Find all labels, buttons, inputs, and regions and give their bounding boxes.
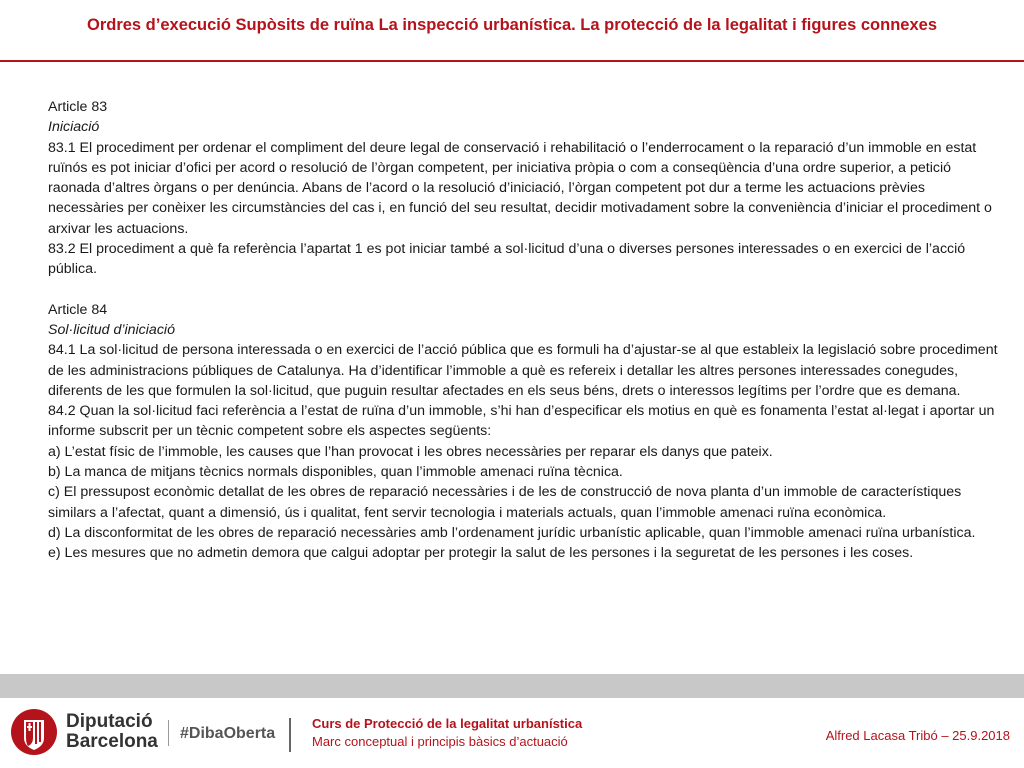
course-title: Curs de Protecció de la legalitat urbanística (312, 716, 583, 731)
footer-separator (168, 720, 169, 746)
article-84-paragraph-2: 84.2 Quan la sol·licitud faci referència a l’estat de ruïna d’un immoble, s’hi han d’especificar els motius en què es fonamenta l’estat al·legat i aportar un informe subscrit per un tècnic competent sobre els aspectes següents: (48, 403, 995, 440)
article-84-item-b: b) La manca de mitjans tècnics normals disponibles, quan l’immoble amenaci ruïna tècnica. (48, 464, 623, 481)
author-date: Alfred Lacasa Tribó – 25.9.2018 (825, 728, 1010, 743)
course-subtitle: Marc conceptual i principis bàsics d’actuació (312, 734, 568, 749)
article-84-item-d: d) La disconformitat de les obres de reparació necessàries amb l’ordenament jurídic urbanístic aplicable, quan l’immoble amenaci ruïna urbanística. (48, 524, 976, 541)
article-84-subtitle: Sol·licitud d’iniciació (48, 321, 175, 338)
article-84-item-e: e) Les mesures que no admetin demora que calgui adoptar per protegir la salut de les persones i la seguretat de les persones i les coses. (48, 545, 914, 562)
article-83-paragraph-1: 83.1 El procediment per ordenar el compliment del deure legal de conservació i rehabilitació o l’enderrocament o la reparació d’un immoble en estat ruïnós es pot iniciar d’ofici per acord o resolució de l’òrgan competent, per iniciativa pròpia o com a conseqüència d’una ordre superior, a petició raonada d’altres òrgans o per denúncia. Abans de l’acord o la resolució d’iniciació, l’òrgan competent pot dur a terme les actuacions prèvies necessàries per conèixer les circumstàncies del cas i, en funció del seu resultat, decidir motivadament sobre la conveniència d’iniciar el procediment o arxivar les actuacions. (48, 139, 992, 237)
diputacio-barcelona-shield-icon (10, 708, 58, 756)
article-84-item-c: c) El pressupost econòmic detallat de les obres de reparació necessàries i de les de construcció de nova planta d’un immoble de característiques similars a l’afectat, quant a dimensió, ús i qualitat, fent servir tecnologia i materials actuals, quan l’immoble amenaci ruïna econòmica. (48, 484, 962, 521)
article-83-heading: Article 83 (48, 99, 108, 115)
footer-band (0, 674, 1024, 698)
article-83-paragraph-2: 83.2 El procediment a què fa referència l’apartat 1 es pot iniciar també a sol·licitud d’una o diverses persones interessades o en exercici de l’acció pública. (48, 241, 966, 278)
course-info (312, 715, 582, 751)
paragraph-spacer (48, 280, 998, 300)
article-83-subtitle: Iniciació (48, 119, 100, 136)
organization-logo-text (66, 712, 158, 752)
title-divider (0, 60, 1024, 62)
article-84-item-a: a) L’estat físic de l’immoble, les causes que l’han provocat i les obres necessàries per reparar els danys que pateix. (48, 443, 773, 460)
hashtag: #DibaOberta (180, 725, 276, 742)
slide-body (48, 97, 998, 564)
footer-separator (289, 718, 291, 752)
slide-title: Ordres d’execució Supòsits de ruïna La inspecció urbanística. La protecció de la legalitat i figures connexes (86, 16, 937, 34)
logo-line-1: Diputació (66, 711, 153, 732)
footer (0, 698, 1024, 768)
article-84-paragraph-1: 84.1 La sol·licitud de persona interessada o en exercici de l’acció pública que es formuli ha d’ajustar-se al que estableix la legislació sobre procediment de les administracions públiques de Catalunya. Ha d’identificar l’immoble a què es refereix i detallar les altres persones interessades conegudes, diferents de les que formulen la sol·licitud, que puguin resultar afectades en els seus béns, drets o interessos legítims per l’ordre que es demana. (48, 342, 998, 399)
article-84-heading: Article 84 (48, 301, 108, 318)
logo-line-2: Barcelona (66, 731, 158, 752)
